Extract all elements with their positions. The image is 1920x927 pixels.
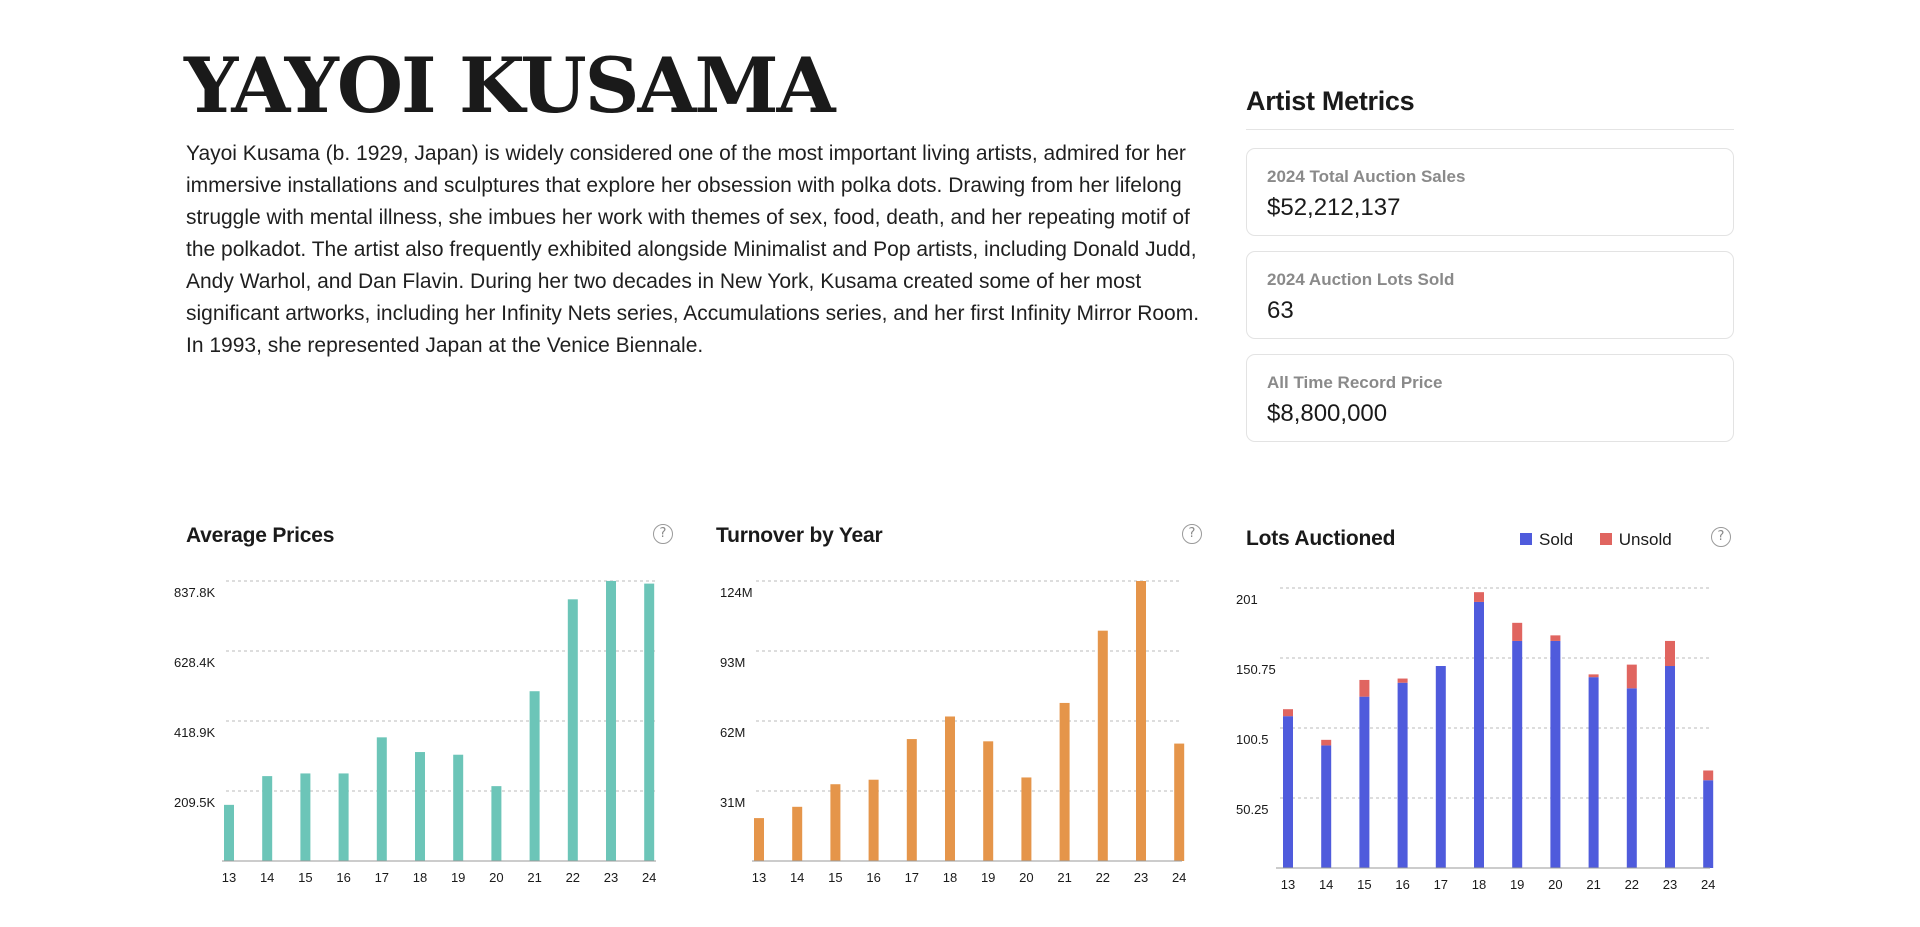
bar-unsold: [1627, 665, 1637, 689]
x-tick-label: 14: [259, 870, 275, 885]
turnover-plot: [716, 520, 1206, 900]
y-tick-label: 201: [1236, 592, 1258, 607]
chart-title: Turnover by Year: [716, 524, 883, 547]
metric-card-lots-sold: [1246, 251, 1734, 339]
bar-unsold: [1703, 770, 1713, 780]
bar-sold: [1703, 780, 1713, 868]
x-tick-label: 13: [1280, 877, 1296, 892]
bar-unsold: [1359, 680, 1369, 697]
bar-unsold: [1474, 592, 1484, 602]
bar-sold: [1283, 716, 1293, 868]
legend-label: Sold: [1539, 530, 1574, 549]
x-tick-label: 16: [1395, 877, 1410, 892]
bar-sold: [1665, 666, 1675, 868]
bar: [1021, 777, 1031, 861]
x-tick-label: 22: [1624, 877, 1640, 892]
x-tick-label: 16: [336, 870, 351, 885]
y-tick-label: 628.4K: [174, 654, 216, 670]
y-tick-label: 124M: [720, 585, 753, 600]
metric-label: 2024 Auction Lots Sold: [1267, 270, 1455, 289]
x-tick-label: 19: [1509, 877, 1525, 892]
bar: [792, 807, 802, 861]
x-tick-label: 23: [1133, 870, 1149, 885]
x-tick-label: 15: [828, 870, 843, 885]
x-tick-label: 23: [603, 870, 619, 885]
chart-title: Average Prices: [186, 524, 335, 547]
bar: [453, 755, 463, 861]
metric-value: $8,800,000: [1267, 400, 1388, 427]
lots-auctioned-chart: [1236, 520, 1736, 900]
x-tick-label: 18: [1471, 877, 1487, 892]
bar: [945, 716, 955, 861]
bar-sold: [1512, 641, 1522, 868]
metric-label: 2024 Total Auction Sales: [1267, 167, 1466, 186]
bar-sold: [1436, 666, 1446, 868]
x-tick-label: 17: [904, 870, 920, 885]
x-tick-label: 17: [1433, 877, 1449, 892]
x-tick-label: 15: [1357, 877, 1372, 892]
question-circle-icon[interactable]: ?: [653, 524, 673, 544]
chart-title: Lots Auctioned: [1246, 527, 1396, 550]
x-tick-label: 15: [298, 870, 313, 885]
y-tick-label: 62M: [720, 725, 746, 740]
bar-unsold: [1321, 740, 1331, 746]
metrics-title: Artist Metrics: [1246, 86, 1734, 130]
bar: [983, 741, 993, 861]
legend-label: Unsold: [1618, 530, 1672, 549]
bar-sold: [1550, 641, 1560, 868]
bar: [1174, 744, 1184, 861]
x-tick-label: 17: [374, 870, 390, 885]
x-tick-label: 20: [489, 870, 504, 885]
y-tick-label: 50.25: [1236, 802, 1269, 817]
bar: [754, 818, 764, 861]
y-tick-label: 418.9K: [174, 725, 216, 740]
y-tick-label: 93M: [720, 655, 746, 670]
x-tick-label: 24: [1700, 877, 1716, 892]
bar-sold: [1398, 683, 1408, 868]
y-tick-label: 100.5: [1236, 732, 1269, 747]
bar: [1098, 631, 1108, 861]
metric-card-total-sales: [1246, 148, 1734, 236]
bar: [830, 784, 840, 861]
bar: [224, 805, 234, 861]
x-tick-label: 14: [1318, 877, 1334, 892]
x-tick-label: 13: [221, 870, 237, 885]
x-tick-label: 19: [980, 870, 996, 885]
bar: [530, 691, 540, 861]
metric-value: 63: [1267, 297, 1294, 324]
artist-name: YAYOI KUSAMA: [184, 41, 834, 130]
x-tick-label: 24: [641, 870, 657, 885]
bar: [339, 773, 349, 861]
question-circle-icon[interactable]: ?: [1711, 527, 1731, 547]
x-tick-label: 13: [751, 870, 767, 885]
bar: [300, 773, 310, 861]
y-tick-label: 150.75: [1236, 662, 1276, 677]
bar: [869, 780, 879, 861]
y-tick-label: 837.8K: [174, 585, 216, 600]
metric-label: All Time Record Price: [1267, 373, 1443, 392]
bar: [1060, 703, 1070, 861]
x-tick-label: 22: [1095, 870, 1111, 885]
x-tick-label: 20: [1019, 870, 1034, 885]
metric-value: $52,212,137: [1267, 194, 1401, 221]
bar-unsold: [1398, 679, 1408, 683]
artist-bio: Yayoi Kusama (b. 1929, Japan) is widely considered one of the most important living artists, admired for her immersive installations and sculptures that explore her obsession with polka dots. Drawing from her lifelong struggle with mental illness, she imbues her work with themes of sex, food, death, and her repeating motif of the polkadot. The artist also frequently exhibited alongside Minimalist and Pop artists, including Donald Judd, Andy Warhol, and Dan Flavin. During her two decades in New York, Kusama created some of her most significant artworks, including her Infinity Nets series, Accumulations series, and her first Infinity Mirror Room. In 1993, she represented Japan at the Venice Biennale.: [186, 142, 1200, 357]
x-tick-label: 14: [789, 870, 805, 885]
x-tick-label: 16: [866, 870, 881, 885]
x-tick-label: 22: [565, 870, 581, 885]
lots-auctioned-plot: [1236, 520, 1736, 900]
bar-sold: [1321, 745, 1331, 868]
bar: [907, 739, 917, 861]
x-tick-label: 18: [942, 870, 958, 885]
metric-card-record-price: [1246, 354, 1734, 442]
x-tick-label: 21: [1057, 870, 1072, 885]
bar-unsold: [1665, 641, 1675, 666]
bar-unsold: [1550, 635, 1560, 641]
bar-sold: [1589, 677, 1599, 868]
bar: [606, 581, 616, 861]
average-prices-plot: [174, 520, 676, 900]
bar-sold: [1627, 688, 1637, 868]
bar: [262, 776, 272, 861]
x-tick-label: 21: [1586, 877, 1601, 892]
y-tick-label: 31M: [720, 795, 746, 810]
x-tick-label: 19: [450, 870, 466, 885]
bar: [568, 599, 578, 861]
bar-unsold: [1283, 709, 1293, 716]
y-tick-label: 209.5K: [174, 794, 216, 810]
x-tick-label: 18: [412, 870, 428, 885]
bar-unsold: [1512, 623, 1522, 641]
x-tick-label: 24: [1171, 870, 1187, 885]
question-circle-icon[interactable]: ?: [1182, 524, 1202, 544]
bar-sold: [1359, 697, 1369, 868]
bar-unsold: [1589, 674, 1599, 677]
bar: [491, 786, 501, 861]
bar-sold: [1474, 602, 1484, 868]
bar: [377, 737, 387, 861]
turnover-chart: [716, 520, 1206, 900]
x-tick-label: 21: [527, 870, 542, 885]
average-prices-chart: [174, 520, 676, 900]
bar: [644, 584, 654, 861]
x-tick-label: 23: [1662, 877, 1678, 892]
bar: [415, 752, 425, 861]
artist-metrics-panel: [1246, 86, 1734, 442]
bar: [1136, 581, 1146, 861]
x-tick-label: 20: [1548, 877, 1563, 892]
